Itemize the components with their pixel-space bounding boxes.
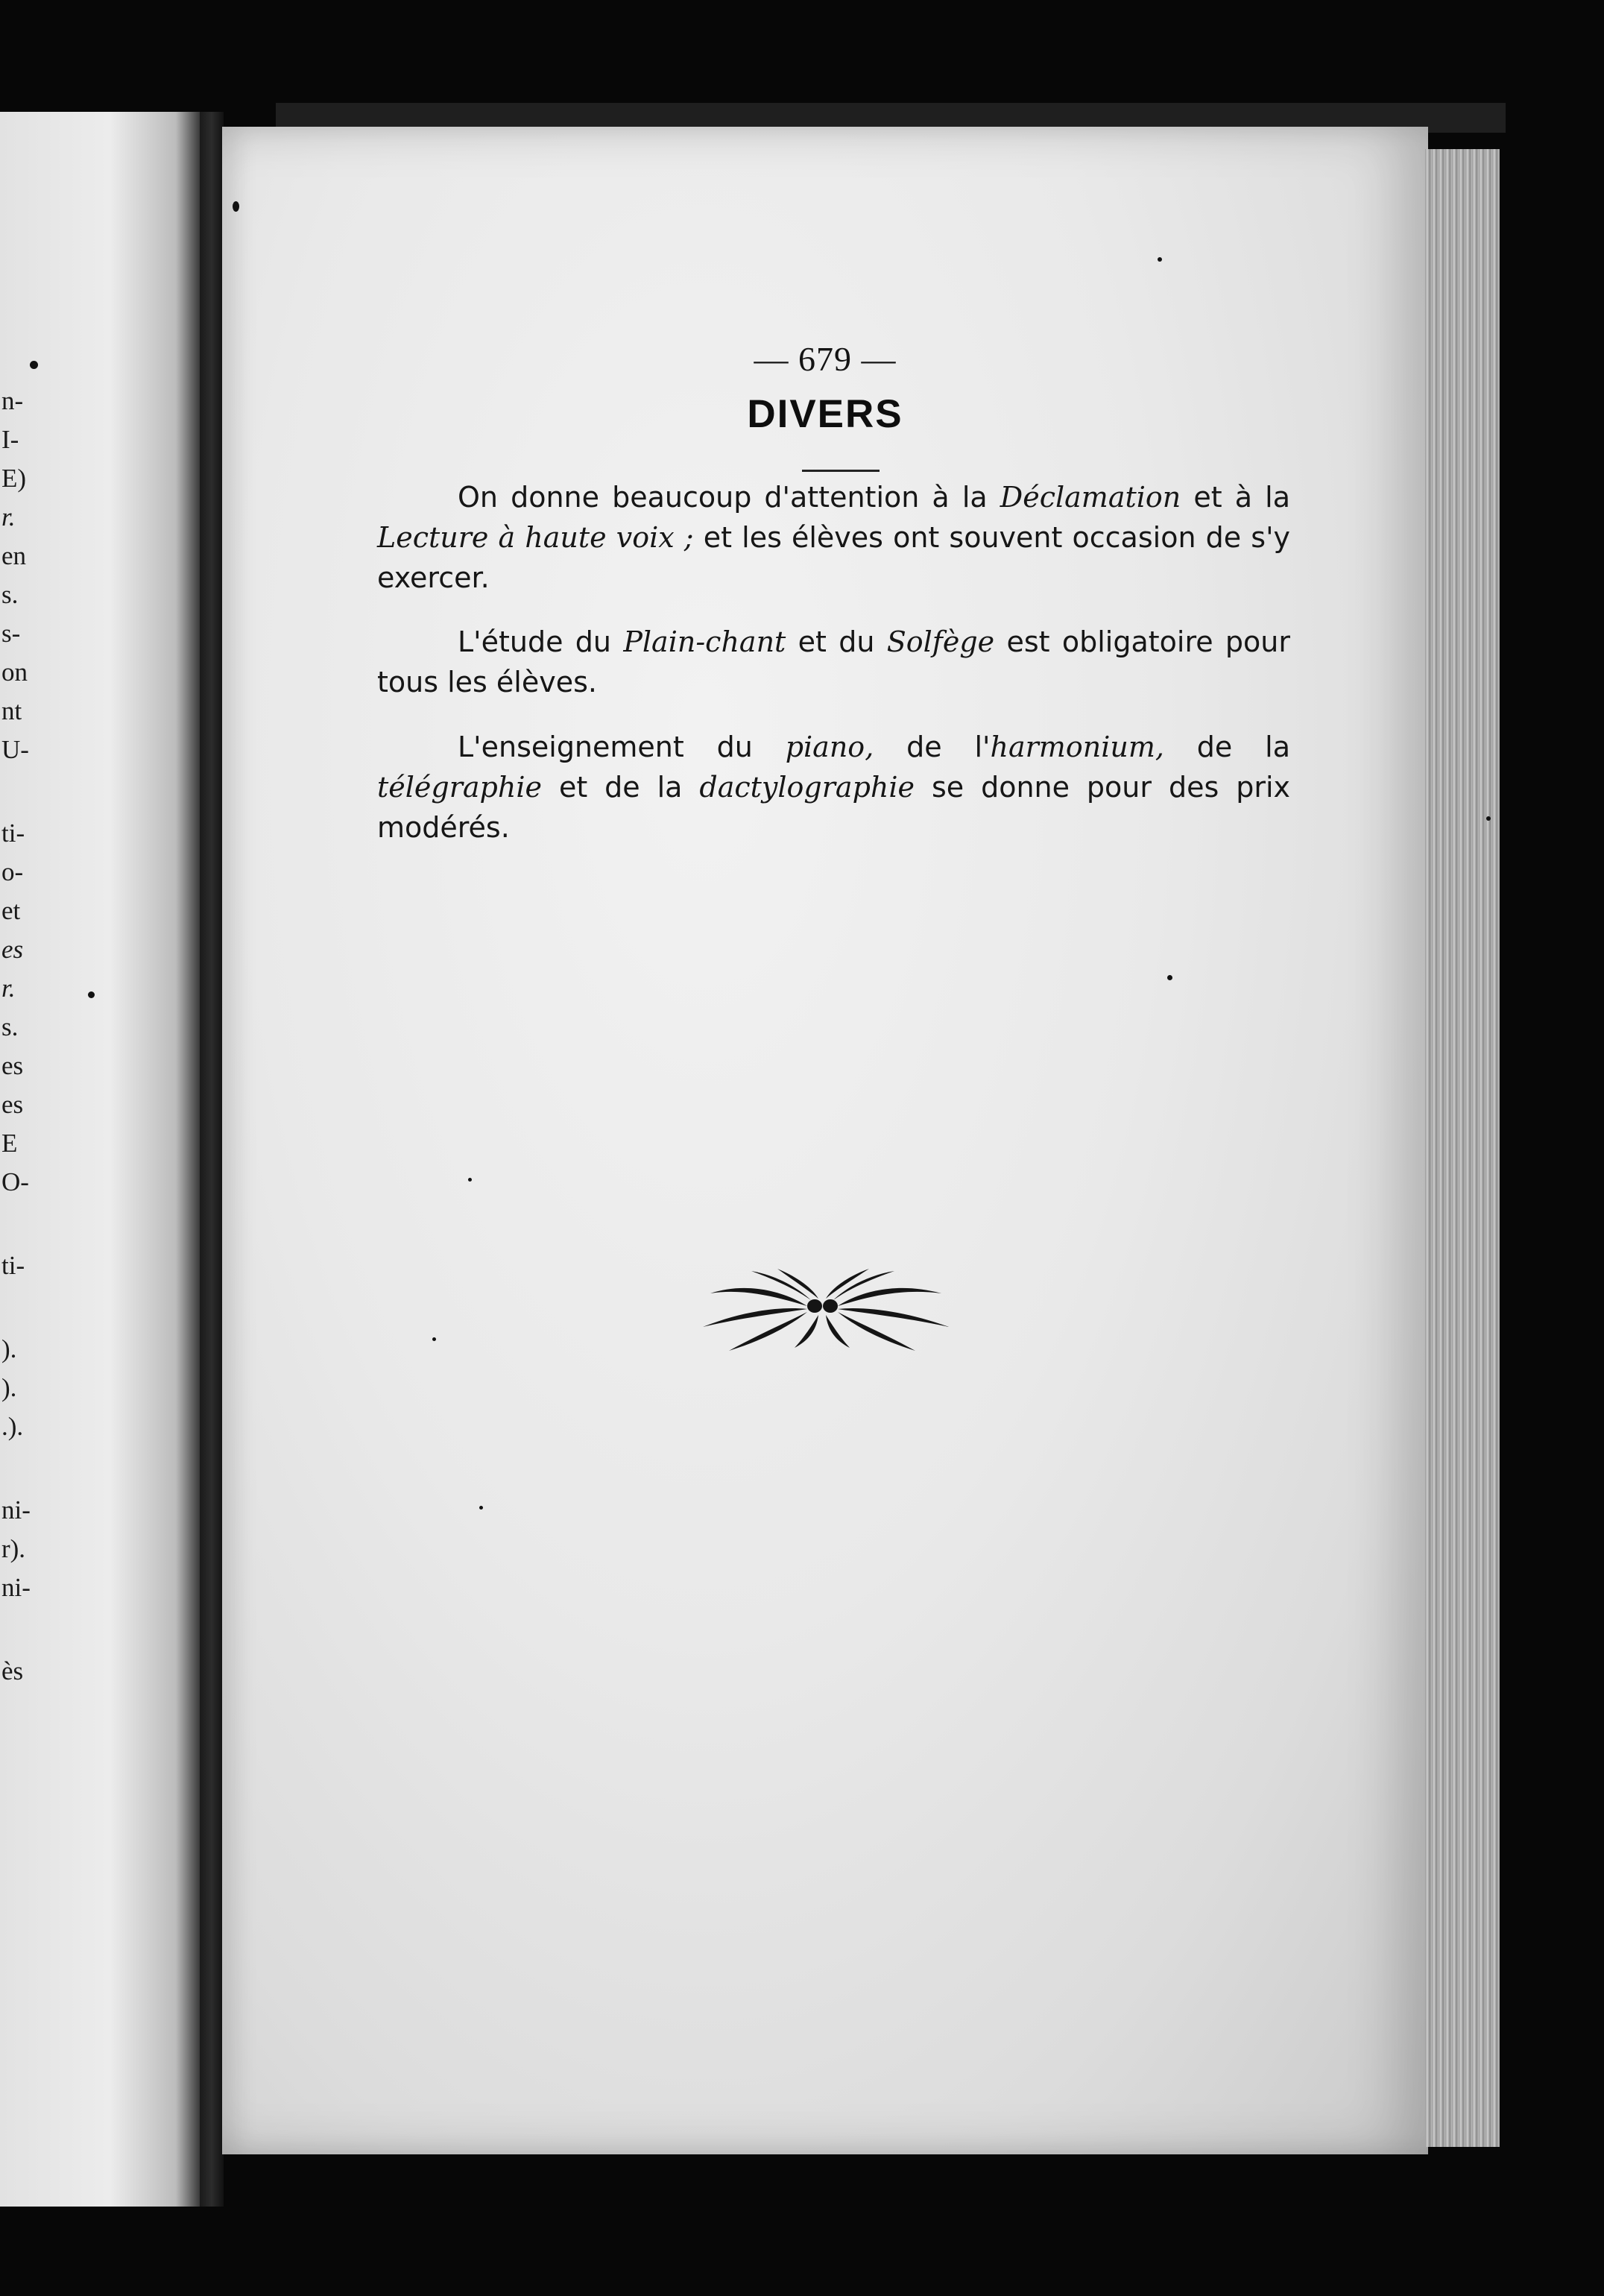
left-page-fragment: I-: [1, 425, 19, 454]
left-page-fragment: .).: [1, 1412, 24, 1441]
page: [222, 127, 1428, 2154]
left-page-fragment: es: [1, 1090, 24, 1119]
left-page-fragment: ).: [1, 1334, 17, 1363]
left-page-fragment: U-: [1, 735, 29, 764]
paragraph-plain-chant: L'étude du Plain-chant et du Solfège est obligatoire pour tous les élèves.: [377, 625, 1290, 698]
left-page-fragment: s-: [1, 619, 21, 648]
left-page-fragment: E): [1, 464, 27, 493]
left-page-fragment: nt: [1, 696, 22, 725]
left-page-fragment: o-: [1, 857, 24, 886]
scan-speck: [30, 361, 38, 369]
left-page-fragment: ti-: [1, 819, 25, 848]
heading-rule: [802, 470, 880, 472]
left-page-fragment: s.: [1, 1012, 19, 1041]
paragraph-declamation: On donne beaucoup d'attention à la Déclamation et à la Lecture à haute voix ; et les élèves ont souvent occasion de s'y exercer.: [377, 481, 1290, 594]
book-gutter: [200, 112, 224, 2207]
left-page-fragment: es: [1, 1051, 24, 1080]
left-page-fragment: E: [1, 1129, 18, 1158]
scan-speck: [1167, 975, 1172, 980]
left-page-fragment: ni-: [1, 1495, 31, 1524]
left-page: [0, 112, 200, 2207]
scan-speck: [479, 1506, 483, 1510]
left-page-fragment: et: [1, 896, 21, 925]
left-page-fragment: O-: [1, 1167, 29, 1196]
scan-speck: [1486, 816, 1491, 821]
section-heading: DIVERS: [747, 392, 903, 436]
left-page-fragment: r.: [1, 502, 16, 532]
page-edges: [1425, 149, 1500, 2147]
left-page-fragment: n-: [1, 386, 24, 415]
left-page-fragment: ).: [1, 1373, 17, 1402]
left-page-fragment: ni-: [1, 1573, 31, 1602]
scan-speck: [233, 201, 239, 212]
scan-speck: [1158, 257, 1162, 262]
scan-speck: [468, 1178, 472, 1182]
left-page-fragment: r).: [1, 1534, 26, 1563]
scan-speck: [88, 991, 95, 998]
left-page-fragment: ès: [1, 1656, 24, 1685]
fleuron-ornament-icon: [699, 1260, 953, 1357]
page-number: — 679 —: [754, 340, 897, 378]
left-page-fragment: ti-: [1, 1251, 25, 1280]
left-page-fragment: r.: [1, 974, 16, 1003]
left-page-fragment: s.: [1, 580, 19, 609]
left-page-fragment: es: [1, 935, 24, 964]
paragraph-enseignement: L'enseignement du piano, de l'harmonium, de la télégraphie et de la dactylographie se donne pour des prix modérés.: [377, 731, 1290, 844]
left-page-fragment: en: [1, 541, 27, 570]
left-page-fragment: on: [1, 657, 28, 687]
scan-speck: [432, 1337, 436, 1341]
